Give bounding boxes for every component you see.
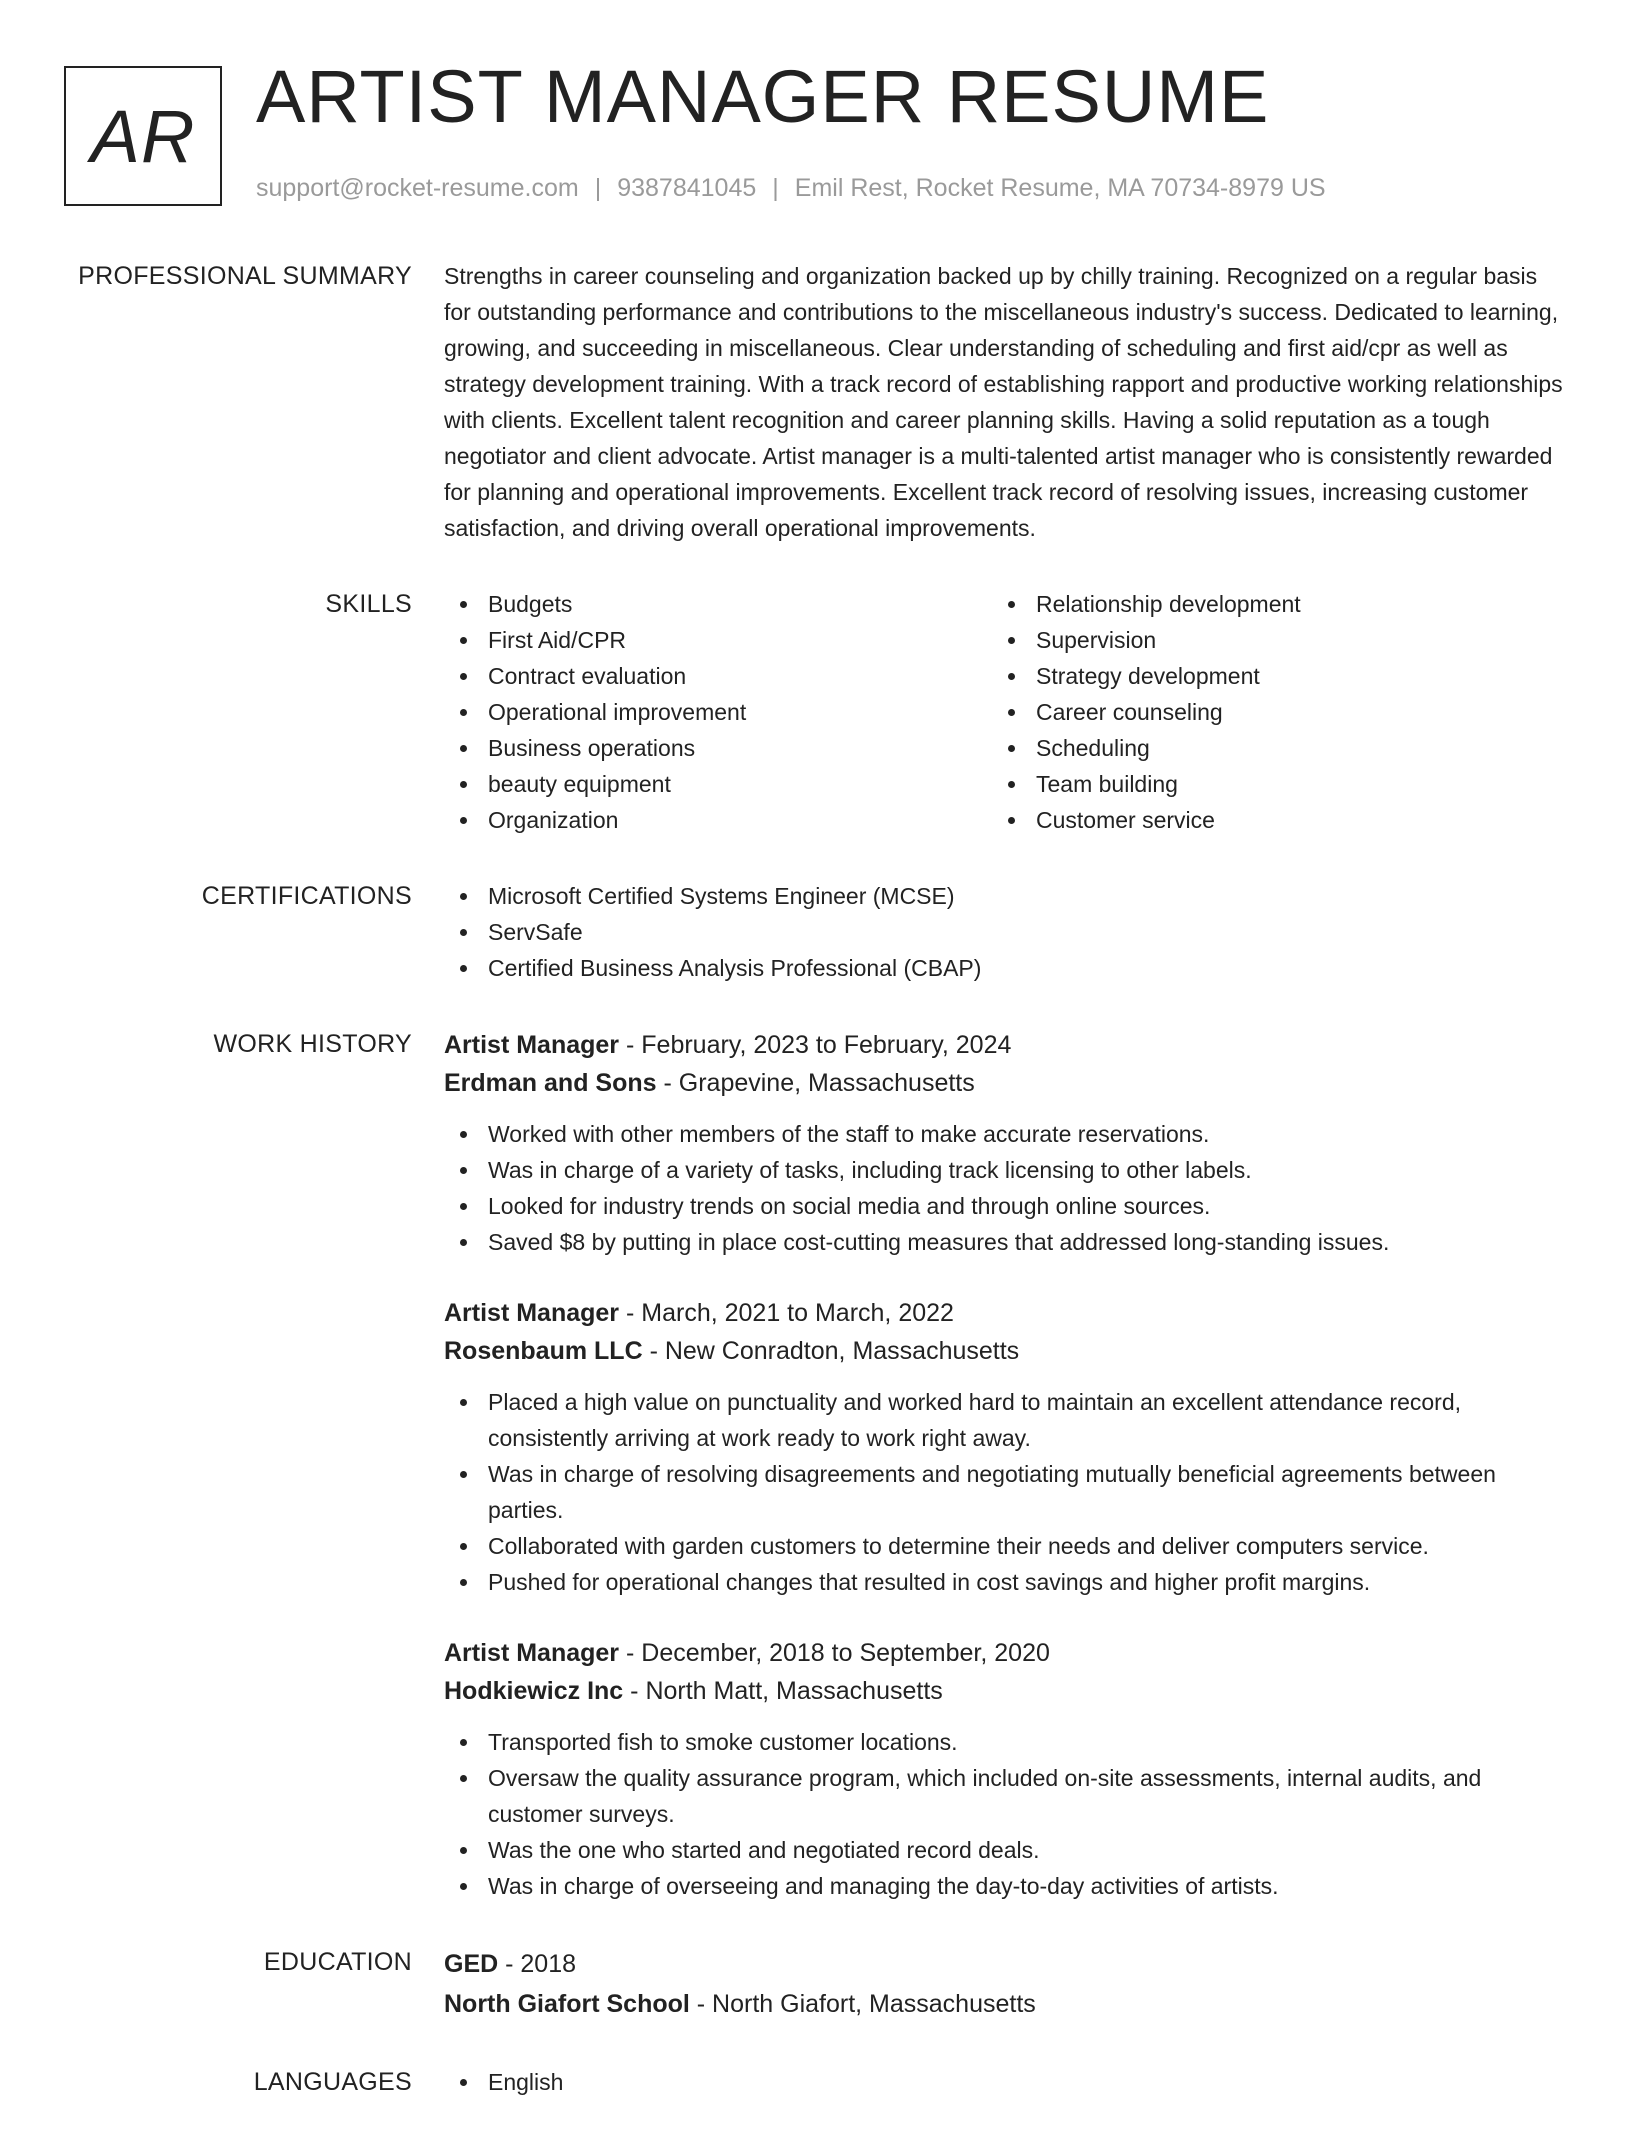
job-title-line [444, 1634, 1564, 1672]
job-bullet: Pushed for operational changes that resulted in cost savings and higher profit margins. [444, 1564, 1564, 1600]
job-dates: December, 2018 to September, 2020 [641, 1639, 1050, 1667]
job-title: Artist Manager [444, 1299, 620, 1327]
job-company-line [444, 1332, 1564, 1370]
contact-address: Emil Rest, Rocket Resume, MA 70734-8979 US [794, 174, 1326, 202]
section-body [444, 258, 1564, 546]
skill-item: beauty equipment [444, 766, 992, 802]
section-label: EDUCATION [263, 1948, 412, 1976]
job-bullet: Worked with other members of the staff to make accurate reservations. [444, 1116, 1564, 1152]
section-label: SKILLS [325, 590, 412, 618]
education-degree: GED [444, 1950, 499, 1978]
certifications-list [444, 878, 1564, 986]
job-entry [444, 1294, 1564, 1600]
skill-item: Contract evaluation [444, 658, 992, 694]
job-dates: February, 2023 to February, 2024 [641, 1031, 1012, 1059]
dash: - [619, 1031, 642, 1059]
job-company: Hodkiewicz Inc [444, 1677, 624, 1705]
job-bullet: Placed a high value on punctuality and worked hard to maintain an excellent attendance record, consistently arriving at work ready to work right away. [444, 1384, 1564, 1456]
dash: - [656, 1069, 679, 1097]
skills-list-left [444, 586, 992, 838]
job-bullet: Was the one who started and negotiated record deals. [444, 1832, 1564, 1868]
job-title: Artist Manager [444, 1639, 620, 1667]
section-body [444, 586, 1564, 838]
certification-item: Certified Business Analysis Professional (CBAP) [444, 950, 1564, 986]
contact-line [256, 174, 1326, 203]
job-bullet: Was in charge of resolving disagreements and negotiating mutually beneficial agreements between parties. [444, 1456, 1564, 1528]
skill-item: Scheduling [992, 730, 1540, 766]
skill-item: Budgets [444, 586, 992, 622]
education-location: North Giafort, Massachusetts [712, 1990, 1036, 2018]
work-history-section [0, 1026, 1632, 1904]
job-title-line [444, 1294, 1564, 1332]
education-school-line [444, 1984, 1564, 2024]
section-body [444, 1026, 1564, 1904]
contact-separator: | [594, 174, 602, 202]
contact-phone: 9387841045 [617, 174, 757, 202]
languages-list [444, 2064, 1564, 2100]
education-school: North Giafort School [444, 1990, 690, 2018]
job-bullet: Was in charge of a variety of tasks, including track licensing to other labels. [444, 1152, 1564, 1188]
section-label: WORK HISTORY [213, 1030, 412, 1058]
skill-item: Customer service [992, 802, 1540, 838]
job-bullet: Oversaw the quality assurance program, which included on-site assessments, internal audits, and customer surveys. [444, 1760, 1564, 1832]
job-entry [444, 1026, 1564, 1260]
education-degree-line [444, 1944, 1564, 1984]
dash: - [498, 1950, 521, 1978]
job-company: Erdman and Sons [444, 1069, 657, 1097]
job-bullet: Saved $8 by putting in place cost-cutting measures that addressed long-standing issues. [444, 1224, 1564, 1260]
job-location: Grapevine, Massachusetts [678, 1069, 975, 1097]
section-body [444, 1944, 1564, 2024]
section-body [444, 2064, 1564, 2100]
section-label: LANGUAGES [253, 2068, 412, 2096]
resume-title: ARTIST MANAGER RESUME [256, 55, 1270, 138]
languages-section [0, 2064, 1632, 2100]
skill-item: Relationship development [992, 586, 1540, 622]
skill-item: Team building [992, 766, 1540, 802]
skill-item: Organization [444, 802, 992, 838]
skills-list-right [992, 586, 1540, 838]
skills-section [0, 586, 1632, 838]
monogram-logo [64, 66, 222, 206]
summary-section [0, 258, 1632, 546]
dash: - [619, 1299, 642, 1327]
summary-text: Strengths in career counseling and organization backed up by chilly training. Recognized on a regular basis for outstanding performance and contributions to the miscellaneous industry's success. Dedicated to learning, growing, and succeeding in miscellaneous. Clear understanding of scheduling and first aid/cpr as well as strategy development training. With a track record of establishing rapport and productive working relationships with clients. Excellent talent recognition and career planning skills. Having a solid reputation as a tough negotiator and client advocate. Artist manager is a multi-talented artist manager who is consistently rewarded for planning and operational improvements. Excellent track record of resolving issues, increasing customer satisfaction, and driving overall operational improvements. [444, 263, 1563, 541]
job-company: Rosenbaum LLC [444, 1337, 643, 1365]
job-bullet: Was in charge of overseeing and managing the day-to-day activities of artists. [444, 1868, 1564, 1904]
education-year: 2018 [520, 1950, 577, 1978]
job-company-line [444, 1672, 1564, 1710]
certifications-section [0, 878, 1632, 986]
contact-email: support@rocket-resume.com [256, 174, 579, 202]
certification-item: Microsoft Certified Systems Engineer (MCSE) [444, 878, 1564, 914]
section-label: PROFESSIONAL SUMMARY [78, 262, 412, 290]
job-bullet: Collaborated with garden customers to determine their needs and deliver computers service. [444, 1528, 1564, 1564]
language-item: English [444, 2064, 1564, 2100]
section-body [444, 878, 1564, 986]
skill-item: Business operations [444, 730, 992, 766]
education-section [0, 1944, 1632, 2024]
job-dates: March, 2021 to March, 2022 [641, 1299, 954, 1327]
skill-item: Strategy development [992, 658, 1540, 694]
job-location: New Conradton, Massachusetts [664, 1337, 1020, 1365]
certification-item: ServSafe [444, 914, 1564, 950]
job-title: Artist Manager [444, 1031, 620, 1059]
job-location: North Matt, Massachusetts [645, 1677, 943, 1705]
job-bullets [444, 1724, 1564, 1904]
resume-sections [0, 258, 1632, 2140]
job-company-line [444, 1064, 1564, 1102]
job-bullets [444, 1116, 1564, 1260]
skill-item: Operational improvement [444, 694, 992, 730]
skill-item: Supervision [992, 622, 1540, 658]
job-bullet: Looked for industry trends on social media and through online sources. [444, 1188, 1564, 1224]
job-entry [444, 1634, 1564, 1904]
job-title-line [444, 1026, 1564, 1064]
skill-item: Career counseling [992, 694, 1540, 730]
job-bullet: Transported fish to smoke customer locations. [444, 1724, 1564, 1760]
contact-separator: | [772, 174, 779, 202]
job-bullets [444, 1384, 1564, 1600]
dash: - [689, 1990, 713, 2018]
dash: - [619, 1639, 642, 1667]
monogram-text: AR [90, 94, 196, 178]
section-label: CERTIFICATIONS [201, 882, 412, 910]
dash: - [623, 1677, 646, 1705]
dash: - [642, 1337, 665, 1365]
skill-item: First Aid/CPR [444, 622, 992, 658]
